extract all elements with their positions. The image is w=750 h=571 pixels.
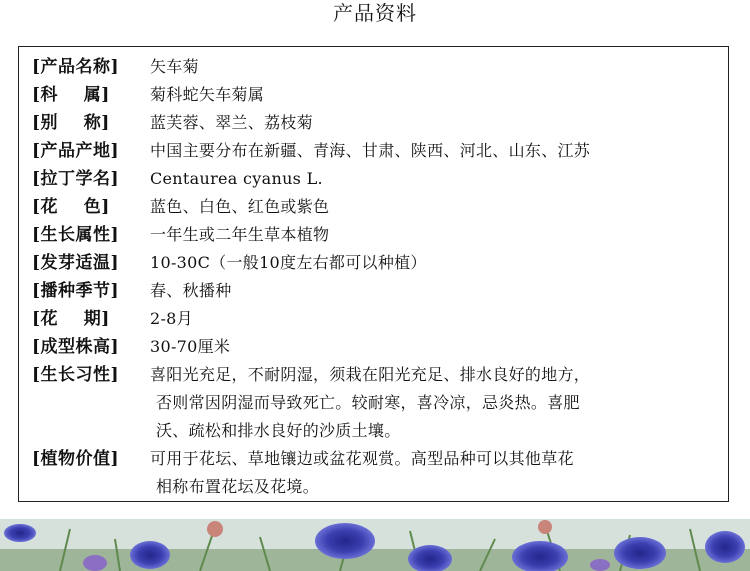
info-label: [花 色] xyxy=(32,197,110,217)
info-label: [产品名称] xyxy=(32,57,120,77)
info-row-growth-type xyxy=(32,221,724,249)
info-value: 蓝色、白色、红色或紫色 xyxy=(150,197,330,216)
info-value: 10-30C（一般10度左右都可以种植） xyxy=(150,253,427,272)
info-label: [生长属性] xyxy=(32,225,120,245)
info-row-flower-color xyxy=(32,193,724,221)
info-label: [播种季节] xyxy=(32,281,120,301)
info-value: 2-8月 xyxy=(150,309,193,328)
page-title: 产品资料 xyxy=(333,1,417,25)
info-value: 一年生或二年生草本植物 xyxy=(150,225,330,244)
info-label: [科 属] xyxy=(32,85,110,105)
info-row-family xyxy=(32,81,724,109)
info-row-germination-temp xyxy=(32,249,724,277)
info-row-alias xyxy=(32,109,724,137)
info-label: [别 称] xyxy=(32,113,110,133)
info-value: 矢车菊 xyxy=(150,57,199,76)
info-value: 春、秋播种 xyxy=(150,281,232,300)
info-row-origin xyxy=(32,137,724,165)
info-value: 蓝芙蓉、翠兰、荔枝菊 xyxy=(150,113,314,132)
info-label: [成型株高] xyxy=(32,337,120,357)
info-value: 喜阳光充足，不耐阴湿，须栽在阳光充足、排水良好的地方， 否则常因阴湿而导致死亡。较耐寒，喜冷凉，忌炎热。喜肥 沃、疏松和排水良好的沙质土壤。 xyxy=(150,365,591,440)
info-row-plant-value xyxy=(32,445,724,501)
info-value: Centaurea cyanus L. xyxy=(150,169,323,188)
info-label: [产品产地] xyxy=(32,141,120,161)
info-label: [植物价值] xyxy=(32,449,120,469)
info-label: [生长习性] xyxy=(32,365,120,385)
info-value: 中国主要分布在新疆、青海、甘肃、陕西、河北、山东、江苏 xyxy=(150,141,591,160)
info-row-sowing-season xyxy=(32,277,724,305)
info-row-growth-habits xyxy=(32,361,724,445)
cornflower-field-photo xyxy=(0,519,750,571)
cornflower-field-illustration xyxy=(0,519,750,571)
info-label: [花 期] xyxy=(32,309,110,329)
info-value: 菊科蛇矢车菊属 xyxy=(150,85,265,104)
info-value: 30-70厘米 xyxy=(150,337,231,356)
info-rows xyxy=(32,53,724,501)
info-value: 可用于花坛、草地镶边或盆花观赏。高型品种可以其他草花 相称布置花坛及花境。 xyxy=(150,449,574,496)
info-row-product-name xyxy=(32,53,724,81)
info-row-latin-name xyxy=(32,165,724,193)
info-row-mature-height xyxy=(32,333,724,361)
info-row-flowering-period xyxy=(32,305,724,333)
product-info-box xyxy=(18,46,729,502)
info-label: [发芽适温] xyxy=(32,253,120,273)
info-label: [拉丁学名] xyxy=(32,169,120,189)
